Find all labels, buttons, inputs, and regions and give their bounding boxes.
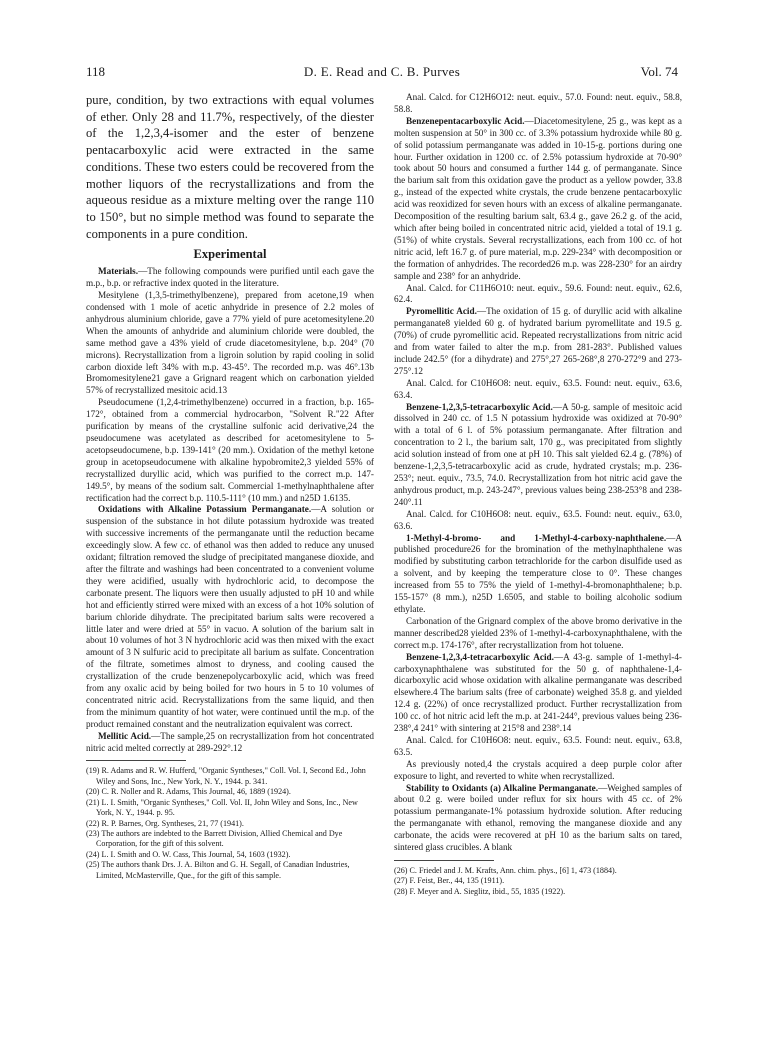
naphthalene-paragraph	[394, 533, 682, 616]
mellitic-heading: Mellitic Acid.	[98, 730, 152, 741]
materials-heading: Materials.	[98, 266, 139, 277]
footnote: (22) R. P. Barnes, Org. Syntheses, 21, 77 (1941).	[86, 818, 244, 828]
naphthalene-heading: 1-Methyl-4-bromo- and 1-Methyl-4-carboxy-naphthalene.	[406, 532, 667, 543]
mellitic-text: —The sample,25 on recrystallization from hot concentrated nitric acid melted correctly at 289-292°.12	[86, 730, 374, 753]
footnote: (25) The authors thank Drs. J. A. Bilton and G. H. Segall, of Canadian Industries, Limited, McMasterville, Que., for the gift of this sample.	[86, 860, 350, 880]
pyromellitic-paragraph	[394, 306, 682, 377]
tetracarboxylic-1234-text: —A 43-g. sample of 1-methyl-4-carboxynaphthalene was substituted for the 50 g. of naphthalene-1,4-dicarboxylic acid whose oxidation with alkaline permanganate was described elsewhere.4 The barium salts (free of carbonate) weighed 35.8 g. and yielded 12.4 g. (22%) of once recrystallized product. Further recrystallization from 100 cc. of hot nitric acid left the m.p. at 241-244°, previous values being 236-238°,4 241° with sintering at 215°8 and 238°.14	[394, 651, 682, 734]
materials-paragraph	[86, 266, 374, 290]
section-heading: Experimental	[193, 247, 267, 262]
analysis-line: Anal. Calcd. for C11H6O10: neut. equiv., 59.6. Found: neut. equiv., 62.6, 62.4.	[394, 282, 682, 305]
analysis-line: Anal. Calcd. for C10H6O8: neut. equiv., 63.5. Found: neut. equiv., 63.0, 63.6.	[394, 508, 682, 531]
materials-text: —The following compounds were purified until each gave the m.p., b.p. or refractive index quoted in the literature.	[86, 266, 374, 289]
left-column	[86, 92, 374, 1024]
oxidations-paragraph	[86, 504, 374, 730]
bpca-text: —Diacetomesitylene, 25 g., was kept as a molten suspension at 50° in 300 cc. of 3.3% potassium hydroxide while 80 g. of solid potassium permanganate was added in 10-15-g. portions during one hour. Further oxidation in 1200 cc. of 2.5% potassium hydroxide at 70-90° took about 50 hours and consumed a further 144 g. of permanganate. Since the barium salt from this oxidation gave the product as a yellow powder, 33.8 g., instead of the expected white crystals, the crude benzene pentacarboxylic acid was reoxidized for seven hours with an excess of alkaline permanganate. Decomposition of the resulting barium salt, 63.4 g., gave 26.2 g. of the acid, which after being boiled in concentrated nitric acid, yielded a total of 19.1 g. (51%) of white crystals. Several recrystallizations, each from 100 cc. of hot nitric acid, left 16.7 g. of pure material, m.p. 229-234° with decomposition or the formation of anhydrides. The recorded26 m.p. was 228-230° for an airdry sample and 238° for an anhydride.	[394, 115, 682, 281]
analysis-line: Anal. Calcd. for C10H6O8: neut. equiv., 63.5. Found: neut. equiv., 63.8, 63.5.	[394, 734, 682, 757]
footnote: (27) F. Feist, Ber., 44, 135 (1911).	[394, 876, 505, 886]
tetracarboxylic-1235-heading: Benzene-1,2,3,5-tetracarboxylic Acid.	[406, 401, 553, 412]
tetracarboxylic-1235-text: —A 50-g. sample of mesitoic acid dissolved in 240 cc. of 1.5 N potassium hydroxide was oxidized at 70-90° with a total of 6 l. of 5% potassium permanganate. After filtration and concentration to 2 l., the barium salt, 170 g., was precipitated from slightly acid solution instead of from one at pH 10. This salt yielded 62.4 g. (78%) of benzene-1,2,3,5-tetracarboxylic acid as crude, hydrated crystals; m.p. 236-253°; neut. equiv., 73.5, 74.0. Recrystallization from hot nitric acid gave the anhydrous product, m.p. 243-247°, previous values being 238-253°8 and 238-240°.11	[394, 401, 682, 507]
page-number: 118	[86, 64, 106, 79]
footnote: (28) F. Meyer and A. Sieglitz, ibid., 55, 1835 (1922).	[394, 886, 566, 896]
pyromellitic-heading: Pyromellitic Acid.	[406, 306, 477, 317]
previous-note-paragraph: As previously noted,4 the crystals acquired a deep purple color after exposure to light, and reverted to white when recrystallized.	[394, 758, 682, 781]
footnote: (24) L. I. Smith and O. W. Cass, This Journal, 54, 1603 (1932).	[86, 849, 291, 859]
tetracarboxylic-1234-heading: Benzene-1,2,3,4-tetracarboxylic Acid.	[406, 651, 554, 662]
stability-paragraph	[394, 783, 682, 854]
footnote: (20) C. R. Noller and R. Adams, This Journal, 46, 1889 (1924).	[86, 787, 291, 797]
footnote: (21) L. I. Smith, "Organic Syntheses," Coll. Vol. II, John Wiley and Sons, Inc., New York, N. Y., 1944. p. 95.	[86, 797, 358, 818]
oxidations-text: —A solution or suspension of the substance in hot dilute potassium hydroxide was treated with successive increments of the permanganate until the reduction became exceedingly slow. A few cc. of ethanol was then added to reduce any unused oxidant; filtration removed the sludge of precipitated manganese dioxide, and after the filtrate and washings had been concentrated to a convenient volume they were acidified, usually with hydrochloric acid, to decompose the carbonate present. The liquors were then usually adjusted to pH 10 and while hot and efficiently stirred were mixed with an excess of a hot 10% solution of barium chloride dihydrate. The precipitated barium salts were recovered a little later and were dried at 55° in vacuo. A solution of the barium salt in about 10 volumes of hot 3 N hydrochloric acid was then mixed with the exact amount of 3 N sulfuric acid to precipitate all barium as sulfate. Concentration of the filtrate, sometimes almost to dryness, and cooling caused the crystallization of the crude benzenepolycarboxylic acid, which was freed from any oxalic acid by being boiled for two hours in 5 to 10 volumes of concentrated nitric acid. Recrystallizations from the same liquid, and then from the minimum quantity of hot water, were continued until the m.p. of the product remained constant and the neutralization equivalent was correct.	[86, 504, 374, 729]
carbonation-paragraph: Carbonation of the Grignard complex of the above bromo derivative in the manner described28 yielded 23% of 1-methyl-4-carboxynaphthalene, with the correct m.p. 174-176°, after recrystallization from hot toluene.	[394, 615, 682, 650]
bpca-heading: Benzenepentacarboxylic Acid.	[406, 115, 525, 126]
oxidations-heading: Oxidations with Alkaline Potassium Permanganate.	[98, 504, 312, 515]
naphthalene-text: —A published procedure26 for the bromination of the methylnaphthalene was modified by substituting carbon tetrachloride for the carbon disulfide used as a solvent, and by keeping the temperature close to 0°. These changes increased from 55 to 75% the yield of 1-methyl-4-bromonaphthalene; b.p. 155-157° (8 mm.), n25D 1.6505, and stable to boiling alcoholic sodium ethylate.	[394, 532, 682, 614]
pseudocumene-paragraph: Pseudocumene (1,2,4-trimethylbenzene) occurred in a fraction, b.p. 165-172°, obtained from a commercial hydrocarbon, "Solvent R."22 After purification by means of the crystalline sulfonic acid derivative,24 the pseudocumene was acetylated as described for acetomesitylene to 5-acetopseudocumene, b.p. 139-141° (20 mm.). Oxidation of the methyl ketone group in acetopseudocumene with alkaline hypobromite2,3 yielded 55% of recrystallized duryllic acid, which was purified to the correct m.p. 147-149.5°, by means of the sodium salt. Commercial 1-methylnaphthalene after rectification had the correct b.p. 110.5-111° (10 mm.) and n25D 1.6135.	[86, 397, 374, 503]
tetracarboxylic-1234-paragraph	[394, 652, 682, 735]
stability-heading: Stability to Oxidants (a) Alkaline Permanganate.	[406, 782, 599, 793]
intro-paragraph: pure, condition, by two extractions with equal volumes of ether. Only 28 and 11.7%, respectively, of the diester of the 1,2,3,4-isomer and the ester of benzene pentacarboxylic acid were extracted in the same conditions. These two esters could be recovered from the mother liquors of the recrystallizations and from the aqueous residue as a mixture melting over the range 110 to 150°, but no simple method was found to separate the components in a pure condition.	[86, 93, 374, 241]
mellitic-paragraph	[86, 731, 374, 755]
mesitylene-paragraph: Mesitylene (1,3,5-trimethylbenzene), prepared from acetone,19 when condensed with 1 mole of acetic anhydride in presence of 2.2 moles of anhydrous aluminium chloride, gave a 77% yield of pure acetomesitylene.20 When the amounts of anhydride and aluminium chloride were doubled, the same method gave a 43% yield of crude diacetomesitylene, b.p. 204° (70 microns). Recrystallization from a ligroin solution by rapid cooling in solid carbon dioxide left 34% with m.p. 43-45°. The recorded m.p. was 46°.13b Bromomesitylene21 gave a Grignard reagent which on carbonation yielded 57% of recrystallized mesitoic acid.13	[86, 290, 374, 396]
bpca-paragraph	[394, 116, 682, 283]
tetracarboxylic-1235-paragraph	[394, 402, 682, 509]
footnote-rule	[86, 760, 186, 761]
analysis-line: Anal. Calcd. for C10H6O8: neut. equiv., 63.5. Found: neut. equiv., 63.6, 63.4.	[394, 377, 682, 400]
analysis-line: Anal. Calcd. for C12H6O12: neut. equiv., 57.0. Found: neut. equiv., 58.8, 58.8.	[394, 92, 682, 114]
pyromellitic-text: —The oxidation of 15 g. of duryllic acid with alkaline permanganate8 yielded 60 g. of hydrated barium pyromellitate and 19.5 g. (70%) of crude pyromellitic acid. Repeated recrystallizations from nitric acid and from water failed to alter the m.p. from 281-283°. Published values include 242.5° (for a dihydrate) and 275°,27 265-268°,8 270-272°9 and 273-275°.12	[394, 306, 682, 376]
running-title: D. E. Read and C. B. Purves	[303, 64, 461, 79]
page-header	[86, 64, 678, 82]
footnote: (19) R. Adams and R. W. Hufferd, "Organic Syntheses," Coll. Vol. I, Second Ed., John Wiley and Sons, Inc., New York, N. Y., 1944. p. 341.	[86, 766, 366, 786]
stability-text: —Weighed samples of about 0.2 g. were boiled under reflux for six hours with 45 cc. of 2% potassium permanganate-1% potassium hydroxide solution. After reducing the permanganate with ethanol, removing the manganese dioxide and any carbonate, the acids were recovered at pH 10 as the barium salts on tared, sintered glass crucibles. A blank	[394, 782, 682, 853]
footnote: (26) C. Friedel and J. M. Krafts, Ann. chim. phys., [6] 1, 473 (1884).	[394, 866, 617, 875]
right-column	[394, 92, 682, 1024]
footnote-rule	[394, 860, 494, 861]
volume-number: Vol. 74	[640, 64, 678, 79]
footnote: (23) The authors are indebted to the Barrett Division, Allied Chemical and Dye Corporation, for the gift of this solvent.	[86, 828, 343, 849]
